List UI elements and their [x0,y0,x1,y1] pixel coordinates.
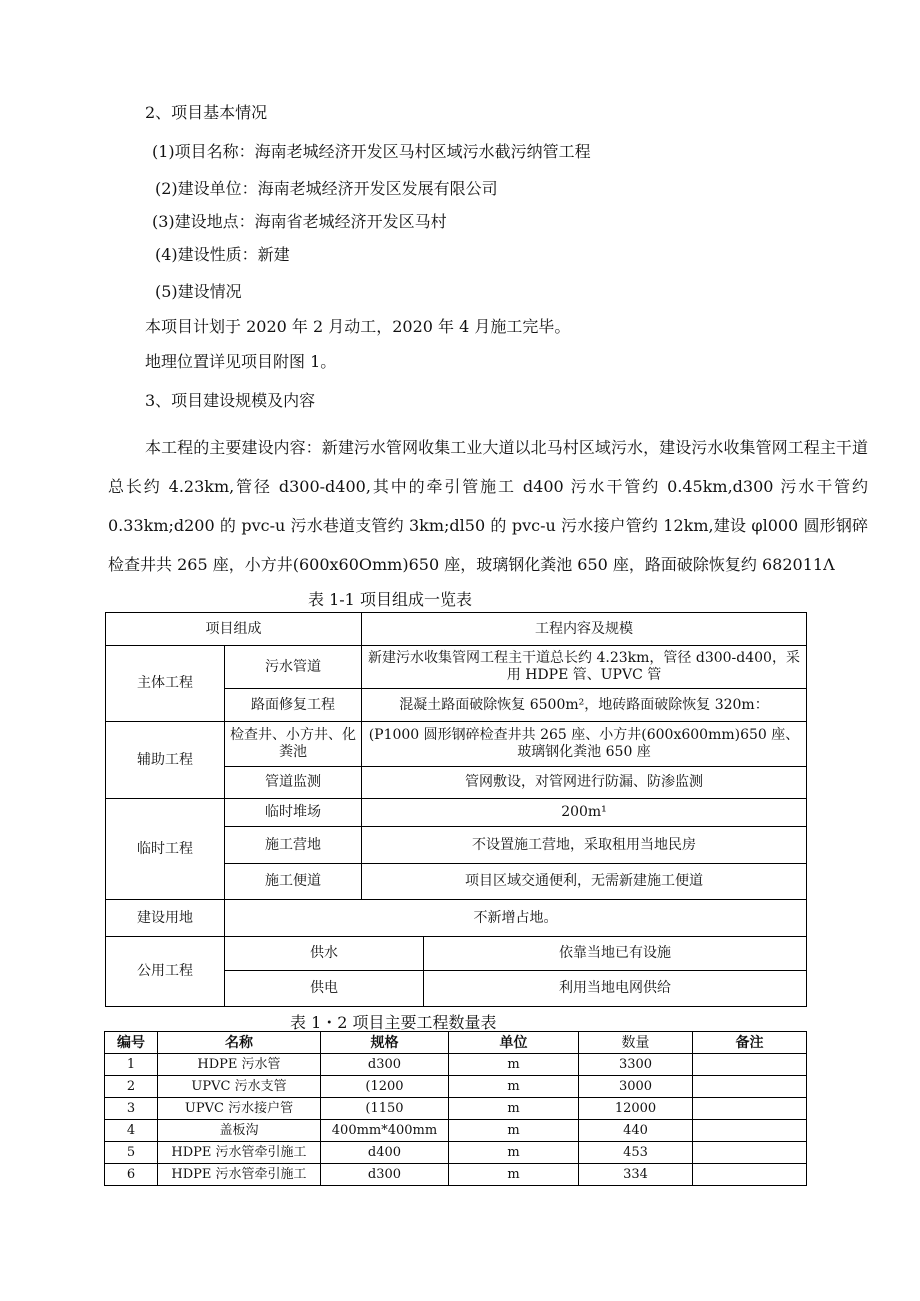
item-name: 检查井、小方井、化粪池 [225,722,362,767]
cell-spec: (1150 [321,1098,449,1120]
item-content: 利用当地电网供给 [424,971,807,1007]
cell-qty: 453 [579,1142,693,1164]
column-header: 名称 [158,1032,321,1054]
group-label: 建设用地 [106,900,225,937]
table-row [105,1164,807,1186]
cell-no: 5 [105,1142,158,1164]
project-composition-table [105,612,807,1007]
cell-unit: m [449,1076,579,1098]
cell-name: 盖板沟 [158,1120,321,1142]
cell-qty: 3300 [579,1054,693,1076]
item-project-name: (1)项目名称：海南老城经济开发区马村区域污水截污纳管工程 [152,142,591,161]
cell-qty: 12000 [579,1098,693,1120]
table1-caption: 表 1-1 项目组成一览表 [308,590,472,609]
cell-no: 4 [105,1120,158,1142]
cell-name: UPVC 污水接户管 [158,1098,321,1120]
table2-caption: 表 1・2 项目主要工程数量表 [290,1013,497,1032]
quantity-table [104,1031,807,1186]
item-content: 混凝土路面破除恢复 6500m²，地砖路面破除恢复 320m： [362,689,807,722]
cell-spec: d300 [321,1054,449,1076]
item-name: 供电 [225,971,424,1007]
item-content: 不设置施工营地，采取租用当地民房 [362,827,807,864]
table-row [106,613,807,646]
table-row [106,722,807,767]
item-content: 200m¹ [362,799,807,827]
cell-unit: m [449,1142,579,1164]
cell-no: 6 [105,1164,158,1186]
cell-spec: d400 [321,1142,449,1164]
cell-no: 1 [105,1054,158,1076]
table-row [106,900,807,937]
cell-qty: 334 [579,1164,693,1186]
group-label: 公用工程 [106,937,225,1007]
item-content: 依靠当地已有设施 [424,937,807,971]
table-row [106,799,807,827]
table-header-row [105,1032,807,1054]
section3-heading: 3、项目建设规模及内容 [145,391,316,410]
item-status: (5)建设情况 [155,282,242,301]
table-row [106,646,807,689]
column-header: 编号 [105,1032,158,1054]
cell-note [693,1120,807,1142]
cell-note [693,1164,807,1186]
column-header: 规格 [321,1032,449,1054]
table-row [105,1120,807,1142]
cell-unit: m [449,1054,579,1076]
cell-unit: m [449,1164,579,1186]
group-label: 临时工程 [106,799,225,900]
item-nature: (4)建设性质：新建 [155,245,290,264]
cell-spec: 400mm*400mm [321,1120,449,1142]
table-row [106,937,807,971]
item-name: 污水管道 [225,646,362,689]
cell-no: 3 [105,1098,158,1120]
schedule-text: 本项目计划于 2020 年 2 月动工，2020 年 4 月施工完毕。 [145,317,571,336]
cell-unit: m [449,1120,579,1142]
table-row [105,1076,807,1098]
item-name: 管道监测 [225,767,362,799]
section2-heading: 2、项目基本情况 [145,103,268,122]
cell-note [693,1076,807,1098]
cell-unit: m [449,1098,579,1120]
item-name: 施工便道 [225,864,362,900]
cell-spec: (1200 [321,1076,449,1098]
item-content: 不新增占地。 [225,900,807,937]
item-builder: (2)建设单位：海南老城经济开发区发展有限公司 [155,179,498,198]
cell-note [693,1142,807,1164]
cell-qty: 440 [579,1120,693,1142]
group-label: 辅助工程 [106,722,225,799]
cell-spec: d300 [321,1164,449,1186]
header-cell: 项目组成 [106,613,362,646]
table-row [105,1098,807,1120]
table-row [105,1142,807,1164]
table-row [105,1054,807,1076]
item-site: (3)建设地点：海南省老城经济开发区马村 [152,212,447,231]
item-content: 管网敷设，对管网进行防漏、防渗监测 [362,767,807,799]
cell-name: HDPE 污水管 [158,1054,321,1076]
item-content: (P1000 圆形钢碎检查井共 265 座、小方井(600x600mm)650 座、玻璃钢化粪池 650 座 [362,722,807,767]
cell-note [693,1054,807,1076]
item-name: 路面修复工程 [225,689,362,722]
cell-no: 2 [105,1076,158,1098]
cell-note [693,1098,807,1120]
column-header: 数量 [579,1032,693,1054]
column-header: 单位 [449,1032,579,1054]
header-cell: 工程内容及规模 [362,613,807,646]
cell-qty: 3000 [579,1076,693,1098]
cell-name: HDPE 污水管牵引施工 [158,1142,321,1164]
cell-name: HDPE 污水管牵引施工 [158,1164,321,1186]
item-name: 施工营地 [225,827,362,864]
column-header: 备注 [693,1032,807,1054]
item-name: 临时堆场 [225,799,362,827]
item-content: 新建污水收集管网工程主干道总长约 4.23km，管径 d300-d400，采用 HDPE 管、UPVC 管 [362,646,807,689]
location-note: 地理位置详见项目附图 1。 [145,352,337,371]
section3-body: 本工程的主要建设内容：新建污水管网收集工业大道以北马村区域污水，建设污水收集管网工程主干道总长约 4.23km,管径 d300-d400,其中的牵引管施工 d400 污水干管约 0.45km,d300 污水干管约 0.33km;d200 的 pvc-u 污水巷道支管约 3km;dl50 的 pvc-u 污水接户管约 12km,建设 φl000 圆形钢碎检查井共 265 座，小方井(600x60Omm)650 座，玻璃钢化粪池 650 座，路面破除恢复约 682011Λ [108,438,868,574]
item-content: 项目区域交通便利，无需新建施工便道 [362,864,807,900]
cell-name: UPVC 污水支管 [158,1076,321,1098]
group-label: 主体工程 [106,646,225,722]
item-name: 供水 [225,937,424,971]
